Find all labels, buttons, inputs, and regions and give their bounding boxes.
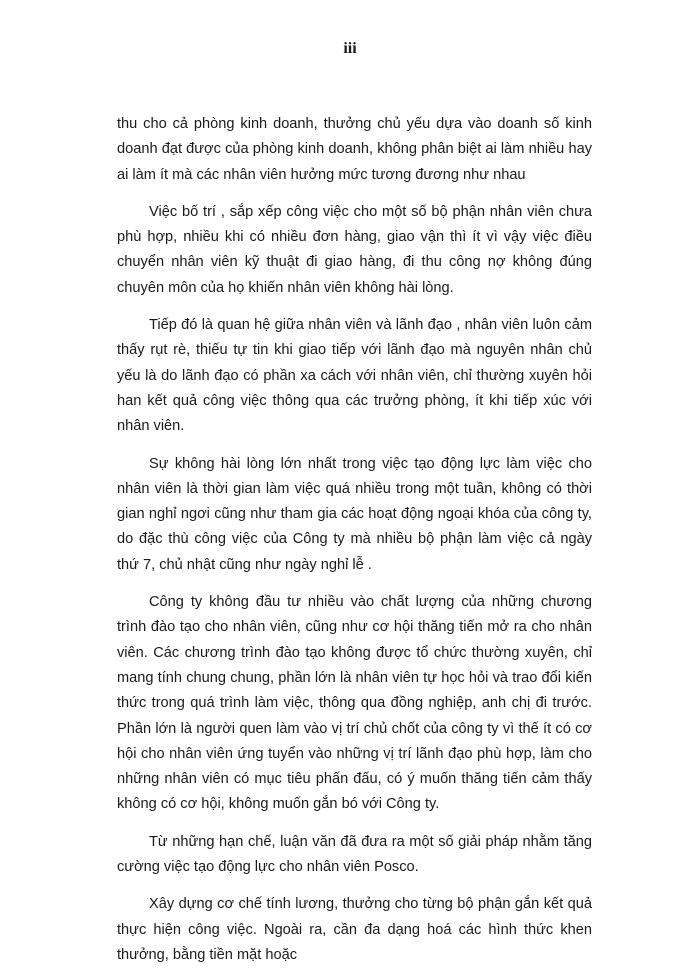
paragraph-4: Sự không hài lòng lớn nhất trong việc tạo động lực làm việc cho nhân viên là thời gian làm việc quá nhiều trong một tuần, không có thời gian nghỉ ngơi cũng như tham gia các hoạt động ngoại khóa của công ty, do đặc thù công việc của Công ty mà nhiều bộ phận làm việc cả ngày thứ 7, chủ nhật cũng như ngày nghỉ lễ . <box>117 455 592 573</box>
paragraph-1: thu cho cả phòng kinh doanh, thưởng chủ yếu dựa vào doanh số kinh doanh đạt được của phòng kinh doanh, không phân biệt ai làm nhiều hay ai làm ít mà các nhân viên hưởng mức tương đương như nhau <box>117 116 592 183</box>
page-number: iii <box>343 40 357 57</box>
paragraph-6: Từ những hạn chế, luận văn đã đưa ra một số giải pháp nhằm tăng cường việc tạo động lực cho nhân viên Posco. <box>117 833 592 876</box>
body-text <box>117 112 592 980</box>
paragraph-7: Xây dựng cơ chế tính lương, thưởng cho từng bộ phận gắn kết quả thực hiện công việc. Ngoài ra, cần đa dạng hoá các hình thức khen thưởng, bằng tiền mặt hoặc <box>117 896 592 963</box>
paragraph-3: Tiếp đó là quan hệ giữa nhân viên và lãnh đạo , nhân viên luôn cảm thấy rụt rè, thiếu tự tin khi giao tiếp với lãnh đạo mà nguyên nhân chủ yếu là do lãnh đạo có phần xa cách với nhân viên, chỉ thường xuyên hỏi han kết quả công việc thông qua các trưởng phòng, ít khi tiếp xúc với nhân viên. <box>117 317 592 435</box>
paragraph-5: Công ty không đầu tư nhiều vào chất lượng của những chương trình đào tạo cho nhân viên, cũng như cơ hội thăng tiến mở ra cho nhân viên. Các chương trình đào tạo không được tổ chức thường xuyên, chỉ mang tính chung chung, phần lớn là nhân viên tự học hỏi và trao đổi kiến thức trong quá trình làm việc, thông qua đồng nghiệp, anh chị đi trước. Phần lớn là người quen làm vào vị trí chủ chốt của công ty vì thế ít có cơ hội cho nhân viên ứng tuyển vào những vị trí lãnh đạo phù hợp, làm cho những nhân viên có mục tiêu phấn đấu, có ý muốn thăng tiến cảm thấy không có cơ hội, không muốn gắn bó với Công ty. <box>117 594 592 813</box>
paragraph-2: Việc bố trí , sắp xếp công việc cho một số bộ phận nhân viên chưa phù hợp, nhiều khi có nhiều đơn hàng, giao vận thì ít vì vậy việc điều chuyển nhân viên kỹ thuật đi giao hàng, đi thu công nợ không đúng chuyên môn của họ khiến nhân viên không hài lòng. <box>117 203 592 296</box>
